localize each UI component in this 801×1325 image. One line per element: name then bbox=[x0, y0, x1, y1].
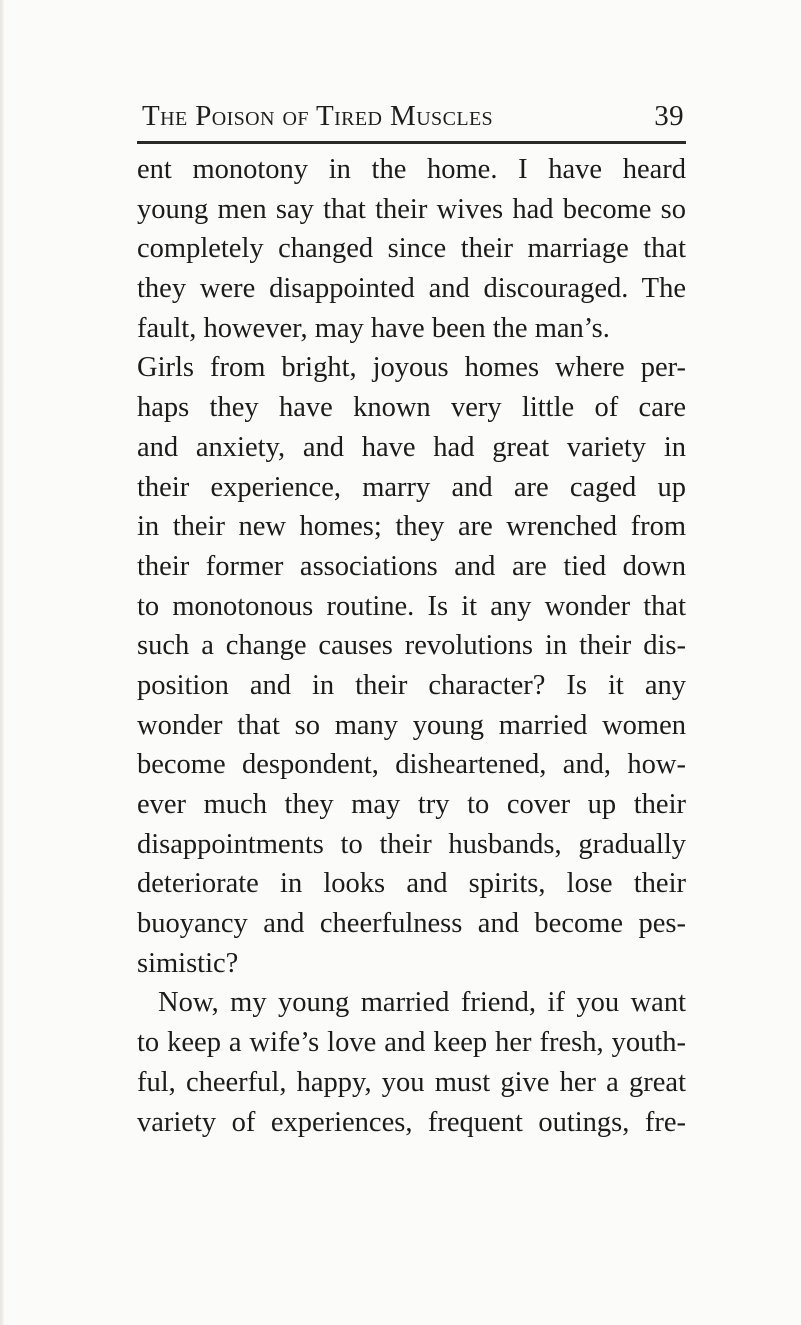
running-head bbox=[142, 100, 684, 140]
text-line: ful, cheerful, happy, you must give her a great bbox=[137, 1066, 686, 1098]
page-gutter-edge bbox=[0, 0, 4, 1325]
text-line: wonder that so many young married women bbox=[137, 709, 686, 741]
text-line: young men say that their wives had become so bbox=[137, 193, 686, 225]
text-line: in their new homes; they are wrenched from bbox=[137, 511, 686, 543]
text-line: completely changed since their marriage that bbox=[137, 233, 686, 265]
text-line: simistic? bbox=[137, 947, 239, 979]
text-line: they were disappointed and discouraged. The bbox=[137, 273, 686, 305]
page-number: 39 bbox=[654, 100, 684, 132]
text-line: to monotonous routine. Is it any wonder that bbox=[137, 590, 686, 622]
text-line: position and in their character? Is it any bbox=[137, 669, 686, 701]
text-line: to keep a wife’s love and keep her fresh, youth- bbox=[137, 1027, 686, 1059]
body-text bbox=[137, 150, 686, 1142]
text-line: buoyancy and cheerfulness and become pes- bbox=[137, 908, 686, 940]
text-line: haps they have known very little of care bbox=[137, 392, 686, 424]
running-title: The Poison of Tired Muscles bbox=[142, 100, 494, 132]
header-rule bbox=[137, 141, 686, 144]
text-line: fault, however, may have been the man’s. bbox=[137, 312, 610, 344]
text-line: disappointments to their husbands, gradually bbox=[137, 828, 686, 860]
text-line: their experience, marry and are caged up bbox=[137, 471, 686, 503]
text-line: Girls from bright, joyous homes where per- bbox=[137, 352, 686, 384]
text-line: Now, my young married friend, if you want bbox=[158, 987, 686, 1019]
text-line: such a change causes revolutions in their dis- bbox=[137, 630, 686, 662]
text-line: ever much they may try to cover up their bbox=[137, 789, 686, 820]
text-line: their former associations and are tied down bbox=[137, 550, 686, 582]
text-line: become despondent, disheartened, and, how- bbox=[137, 749, 686, 781]
text-line: deteriorate in looks and spirits, lose their bbox=[137, 868, 686, 900]
text-line: and anxiety, and have had great variety in bbox=[137, 431, 686, 463]
text-line: ent monotony in the home. I have heard bbox=[137, 154, 686, 185]
text-line: variety of experiences, frequent outings, fre- bbox=[137, 1106, 686, 1138]
